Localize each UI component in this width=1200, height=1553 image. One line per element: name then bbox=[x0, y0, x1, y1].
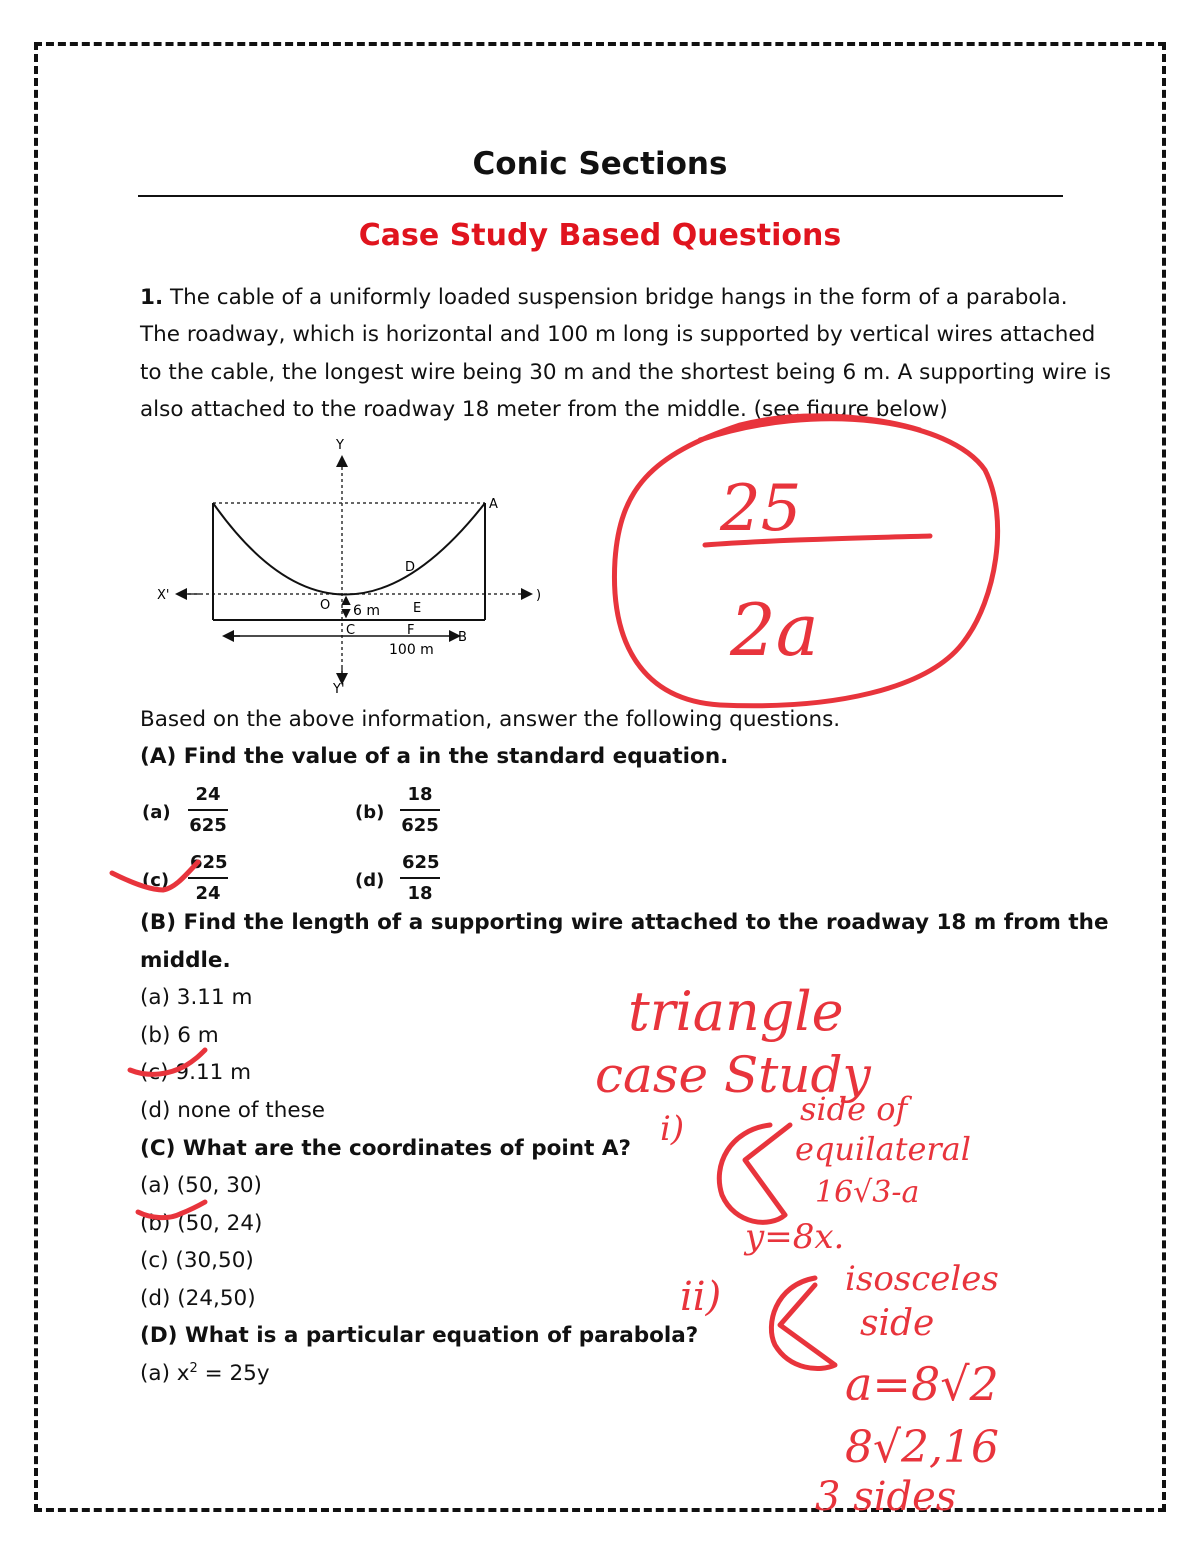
annotation-case-study: case Study bbox=[595, 1046, 871, 1104]
qd-question: (D) What is a particular equation of parabola? bbox=[140, 1323, 699, 1348]
qb-option-d: (d) none of these bbox=[140, 1098, 325, 1123]
annotation-3-sides: 3 sides bbox=[815, 1474, 957, 1520]
qc-option-c: (c) (30,50) bbox=[140, 1248, 254, 1273]
label-f: F bbox=[407, 623, 415, 638]
annotation-y-8x: y=8x. bbox=[745, 1217, 845, 1257]
qb-option-b: (b) 6 m bbox=[140, 1023, 219, 1048]
qb-option-a: (a) 3.11 m bbox=[140, 985, 253, 1010]
q1-line-1 bbox=[140, 285, 1068, 310]
label-e: E bbox=[413, 601, 422, 616]
annotation-side: side bbox=[860, 1303, 935, 1344]
qc-option-b: (b) (50, 24) bbox=[140, 1211, 263, 1236]
qd-option-a: (a) $x^2 = 25y$ bbox=[140, 1361, 270, 1387]
label-100m: 100 m bbox=[389, 642, 434, 658]
annotation-ii: ii) bbox=[680, 1274, 722, 1320]
label-6m: 6 m bbox=[353, 603, 380, 619]
qa-option-a-label: (a) bbox=[142, 802, 171, 823]
label-a: A bbox=[489, 497, 498, 512]
annotation-16root3: 16√3-a bbox=[815, 1175, 920, 1210]
parabola-bridge-figure bbox=[150, 432, 560, 702]
qa-option-c-label: (c) bbox=[142, 870, 170, 891]
annotation-isosceles: isosceles bbox=[845, 1259, 999, 1299]
qb-option-c: (c) 9.11 m bbox=[140, 1060, 252, 1085]
q1-line-2: The roadway, which is horizontal and 100 m long is supported by vertical wires attached bbox=[140, 322, 1096, 347]
annotation-side-of: side of bbox=[800, 1090, 908, 1128]
annotation-8root2-16: 8√2,16 bbox=[845, 1422, 999, 1473]
annotation-circle-bottom: 2a bbox=[730, 588, 819, 672]
label-b: B bbox=[458, 630, 467, 645]
annotation-triangle: triangle bbox=[628, 980, 844, 1043]
q1-intro: Based on the above information, answer the following questions. bbox=[140, 707, 841, 732]
qc-question: (C) What are the coordinates of point A? bbox=[140, 1136, 631, 1161]
label-o: O bbox=[320, 598, 331, 613]
q1-line-3: to the cable, the longest wire being 30 m and the shortest being 6 m. A supporting wire is bbox=[140, 360, 1111, 385]
qa-option-a-fraction: 24 625 bbox=[189, 784, 227, 836]
label-x-prime: X' bbox=[157, 588, 170, 603]
qa-option-c-fraction: 625 24 bbox=[190, 852, 228, 904]
annotation-a-8root2: a=8√2 bbox=[845, 1357, 999, 1411]
label-y: Y bbox=[336, 438, 344, 453]
title-divider bbox=[138, 195, 1063, 197]
annotation-circle-top: 25 bbox=[720, 472, 802, 546]
label-c: C bbox=[346, 623, 356, 638]
q1-text-1: The cable of a uniformly loaded suspension bridge hangs in the form of a parabola. bbox=[169, 285, 1068, 310]
annotation-i: i) bbox=[660, 1109, 685, 1149]
page-title: Conic Sections bbox=[472, 146, 728, 182]
label-y-prime: Y' bbox=[333, 682, 345, 697]
q1-number: 1. bbox=[140, 285, 164, 310]
qc-option-d: (d) (24,50) bbox=[140, 1286, 256, 1311]
q1-line-4: also attached to the roadway 18 meter from the middle. (see figure below) bbox=[140, 397, 948, 422]
label-x: ) bbox=[536, 588, 542, 603]
annotation-equilateral: equilateral bbox=[795, 1130, 971, 1168]
qa-option-b-fraction: 18 625 bbox=[401, 784, 439, 836]
parabola-cable bbox=[213, 503, 485, 595]
label-d: D bbox=[405, 560, 416, 575]
qa-option-b-label: (b) bbox=[355, 802, 385, 823]
section-subtitle: Case Study Based Questions bbox=[358, 218, 842, 253]
qc-option-a: (a) (50, 30) bbox=[140, 1173, 262, 1198]
qb-question-line-1: (B) Find the length of a supporting wire attached to the roadway 18 m from the bbox=[140, 910, 1109, 935]
qa-option-d-fraction: 625 18 bbox=[402, 852, 440, 904]
qb-question-line-2: middle. bbox=[140, 948, 231, 973]
qa-option-d-label: (d) bbox=[355, 870, 385, 891]
qa-question: (A) Find the value of a in the standard equation. bbox=[140, 744, 729, 769]
